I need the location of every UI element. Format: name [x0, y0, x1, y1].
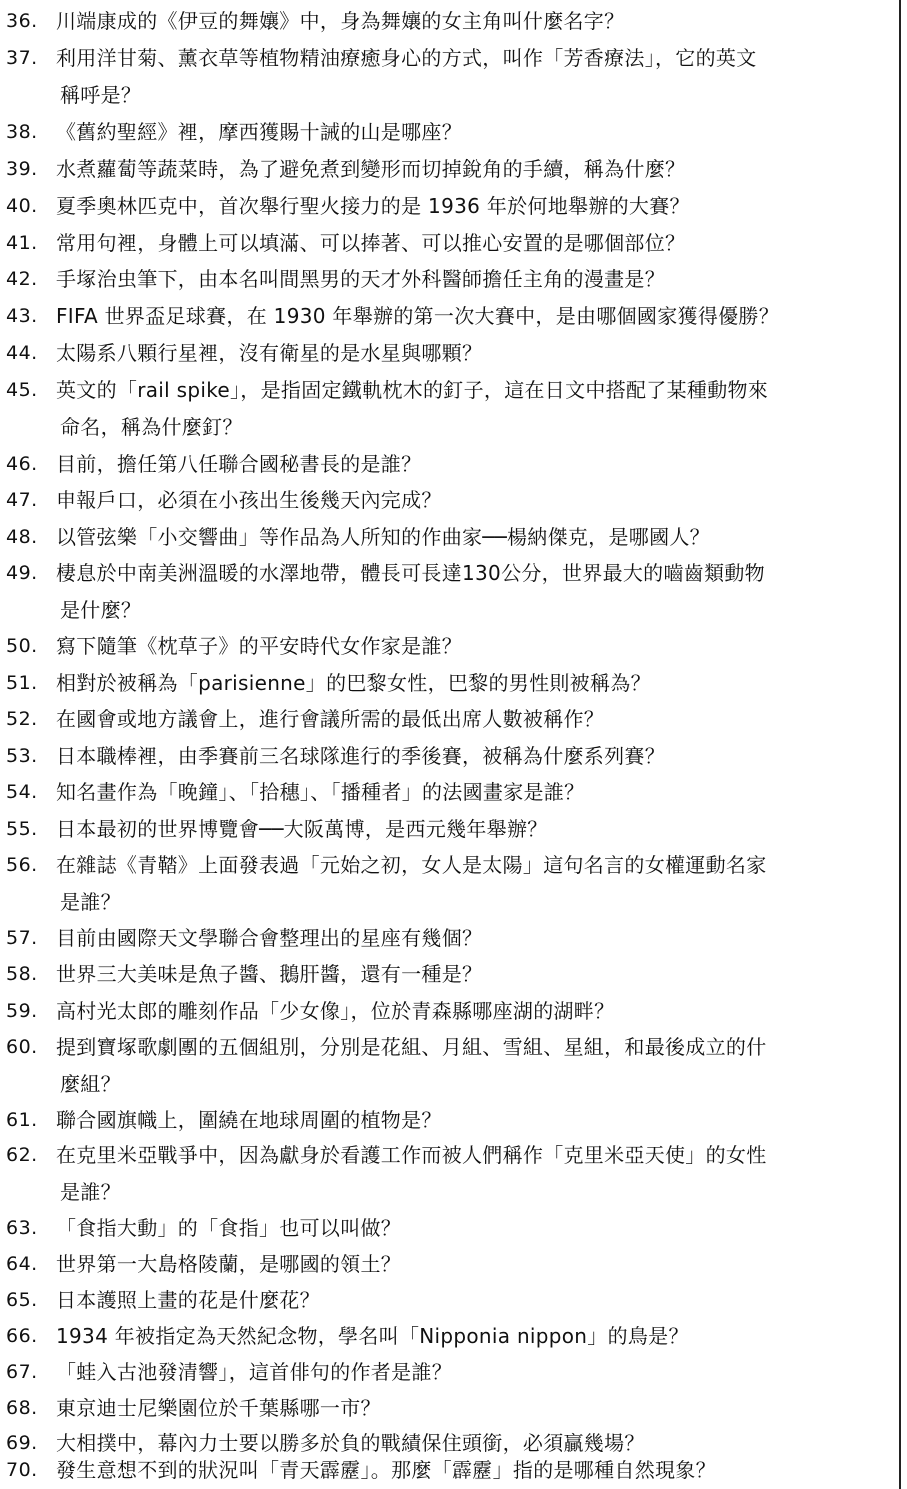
question-number: 38.	[6, 121, 38, 143]
question-text: 相對於被稱為「parisienne」的巴黎女性，巴黎的男性則被稱為？	[56, 671, 651, 695]
question-text: 寫下隨筆《枕草子》的平安時代女作家是誰？	[56, 634, 462, 658]
question-text: 世界第一大島格陵蘭，是哪國的領土？	[56, 1252, 402, 1276]
question-text-continued: 命名，稱為什麼釘？	[60, 415, 243, 439]
question-text-continued: 是誰？	[60, 1180, 121, 1204]
question-number: 40.	[6, 195, 38, 217]
question-text-continued: 稱呼是？	[60, 83, 142, 107]
question-number: 44.	[6, 342, 38, 364]
question-text: 手塚治虫筆下，由本名叫間黑男的天才外科醫師擔任主角的漫畫是？	[56, 267, 665, 291]
question-text: 太陽系八顆行星裡，沒有衛星的是水星與哪顆？	[56, 341, 483, 365]
question-number: 50.	[6, 635, 38, 657]
question-number: 49.	[6, 562, 38, 584]
question-text: 以管弦樂「小交響曲」等作品為人所知的作曲家──楊納傑克，是哪國人？	[56, 525, 710, 549]
right-margin-rule	[899, 0, 901, 1489]
question-text: 發生意想不到的狀況叫「青天霹靂」。那麼「霹靂」指的是哪種自然現象？	[56, 1458, 716, 1482]
question-text: 在國會或地方議會上，進行會議所需的最低出席人數被稱作？	[56, 707, 605, 731]
question-number: 53.	[6, 745, 38, 767]
question-number: 54.	[6, 781, 38, 803]
question-text: 知名畫作為「晚鐘」、「拾穗」、「播種者」的法國畫家是誰？	[56, 780, 585, 804]
question-text-continued: 是什麼？	[60, 598, 142, 622]
question-text: 目前，擔任第八任聯合國秘書長的是誰？	[56, 452, 422, 476]
question-number: 56.	[6, 854, 38, 876]
question-text: 1934 年被指定為天然紀念物，學名叫「Nipponia nippon」的鳥是？	[56, 1324, 689, 1348]
question-number: 66.	[6, 1325, 38, 1347]
question-number: 41.	[6, 232, 38, 254]
question-number: 36.	[6, 10, 38, 32]
question-text: 川端康成的《伊豆的舞孃》中，身為舞孃的女主角叫什麼名字？	[56, 9, 625, 33]
question-text-continued: 麼組？	[60, 1072, 121, 1096]
question-number: 59.	[6, 1000, 38, 1022]
question-number: 57.	[6, 927, 38, 949]
question-text: 夏季奧林匹克中，首次舉行聖火接力的是 1936 年於何地舉辦的大賽？	[56, 194, 690, 218]
question-number: 48.	[6, 526, 38, 548]
question-text: 日本職棒裡，由季賽前三名球隊進行的季後賽，被稱為什麼系列賽？	[56, 744, 665, 768]
question-number: 42.	[6, 268, 38, 290]
question-number: 70.	[6, 1459, 38, 1481]
question-number: 52.	[6, 708, 38, 730]
question-text: 在雜誌《青鞜》上面發表過「元始之初，女人是太陽」這句名言的女權運動名家	[56, 853, 767, 877]
question-number: 67.	[6, 1361, 38, 1383]
question-number: 51.	[6, 672, 38, 694]
question-text: FIFA 世界盃足球賽，在 1930 年舉辦的第一次大賽中，是由哪個國家獲得優勝？	[56, 304, 780, 328]
question-text: 聯合國旗幟上，圍繞在地球周圍的植物是？	[56, 1108, 442, 1132]
question-text: 「蛙入古池發清響」，這首俳句的作者是誰？	[56, 1360, 452, 1384]
question-number: 55.	[6, 818, 38, 840]
question-number: 69.	[6, 1432, 38, 1454]
question-text: 水煮蘿蔔等蔬菜時，為了避免煮到變形而切掉銳角的手續，稱為什麼？	[56, 157, 686, 181]
question-text: 提到寶塚歌劇團的五個組別，分別是花組、月組、雪組、星組，和最後成立的什	[56, 1035, 767, 1059]
question-text: 申報戶口，必須在小孩出生後幾天內完成？	[56, 488, 442, 512]
question-text: 日本護照上畫的花是什麼花？	[56, 1288, 320, 1312]
question-text: 《舊約聖經》裡，摩西獲賜十誡的山是哪座？	[56, 120, 462, 144]
question-number: 62.	[6, 1144, 38, 1166]
question-text-continued: 是誰？	[60, 890, 121, 914]
question-number: 45.	[6, 379, 38, 401]
question-number: 60.	[6, 1036, 38, 1058]
question-number: 64.	[6, 1253, 38, 1275]
question-number: 46.	[6, 453, 38, 475]
question-text: 「食指大動」的「食指」也可以叫做？	[56, 1216, 402, 1240]
question-number: 63.	[6, 1217, 38, 1239]
question-number: 58.	[6, 963, 38, 985]
question-text: 常用句裡，身體上可以填滿、可以捧著、可以推心安置的是哪個部位？	[56, 231, 686, 255]
question-number: 68.	[6, 1397, 38, 1419]
question-text: 日本最初的世界博覽會──大阪萬博，是西元幾年舉辦？	[56, 817, 548, 841]
question-text: 世界三大美味是魚子醬、鵝肝醬，還有一種是？	[56, 962, 483, 986]
question-text: 高村光太郎的雕刻作品「少女像」，位於青森縣哪座湖的湖畔？	[56, 999, 615, 1023]
question-text: 在克里米亞戰爭中，因為獻身於看護工作而被人們稱作「克里米亞天使」的女性	[56, 1143, 767, 1167]
question-text: 大相撲中，幕內力士要以勝多於負的戰績保住頭銜，必須贏幾場？	[56, 1431, 645, 1455]
question-text: 英文的「rail spike」，是指固定鐵軌枕木的釘子，這在日文中搭配了某種動物來	[56, 378, 769, 402]
question-number: 47.	[6, 489, 38, 511]
question-text: 棲息於中南美洲溫暖的水澤地帶，體長可長達130公分，世界最大的嚙齒類動物	[56, 561, 765, 585]
question-number: 39.	[6, 158, 38, 180]
question-number: 61.	[6, 1109, 38, 1131]
question-number: 37.	[6, 47, 38, 69]
question-text: 目前由國際天文學聯合會整理出的星座有幾個？	[56, 926, 483, 950]
question-text: 利用洋甘菊、薰衣草等植物精油療癒身心的方式，叫作「芳香療法」，它的英文	[56, 46, 757, 70]
question-number: 65.	[6, 1289, 38, 1311]
question-number: 43.	[6, 305, 38, 327]
question-text: 東京迪士尼樂園位於千葉縣哪一市？	[56, 1396, 381, 1420]
